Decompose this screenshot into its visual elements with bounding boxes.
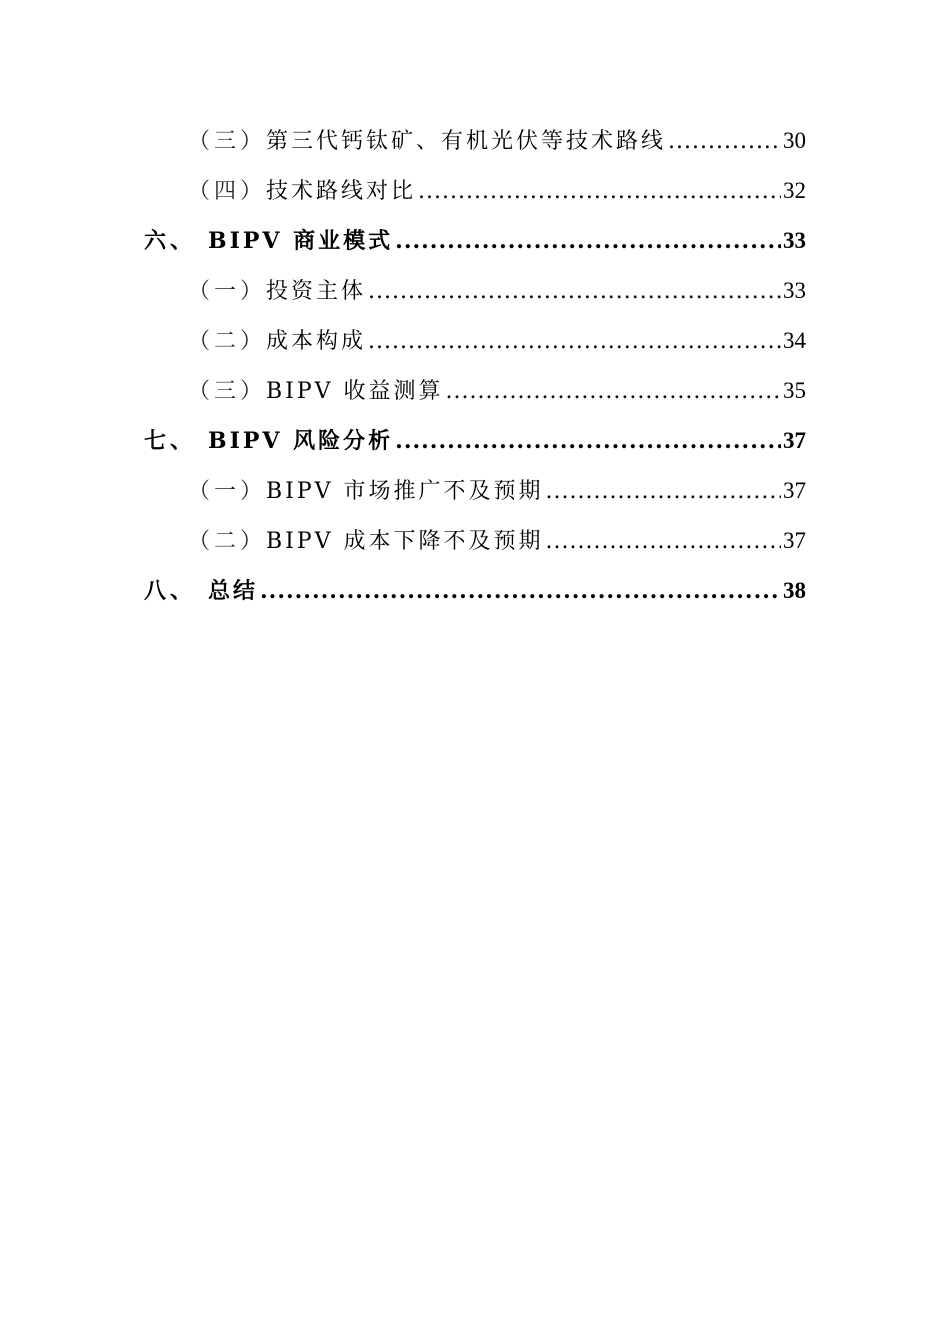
toc-entry-title: BIPV 成本下降不及预期 (266, 529, 544, 554)
toc-entry-number: （一） (188, 279, 267, 304)
toc-entry-7-1[interactable] (0, 472, 950, 522)
toc-entry-number: （一） (188, 479, 267, 504)
toc-entry-6[interactable] (0, 222, 950, 272)
dot-leader (546, 523, 781, 561)
dot-leader (446, 373, 781, 411)
toc-entry-3-3[interactable] (0, 122, 950, 172)
toc-entry-title: BIPV 收益测算 (266, 379, 444, 404)
toc-entry-page: 35 (783, 378, 806, 403)
toc-entry-title: BIPV 商业模式 (208, 228, 394, 254)
dot-leader (368, 323, 781, 361)
toc-entry-number: （四） (188, 179, 267, 204)
toc-entry-page: 34 (783, 328, 806, 353)
toc-entry-title: 投资主体 (266, 279, 367, 304)
toc-entry-page: 33 (783, 228, 806, 253)
toc-entry-page: 37 (783, 428, 806, 453)
toc-entry-6-1[interactable] (0, 272, 950, 322)
toc-entry-page: 37 (783, 528, 806, 553)
toc-entry-number: 七、 (144, 428, 197, 454)
toc-entry-title: 第三代钙钛矿、有机光伏等技术路线 (266, 129, 667, 154)
toc-entry-page: 32 (783, 178, 806, 203)
toc-entry-number: 八、 (144, 578, 197, 604)
toc-entry-6-3[interactable] (0, 372, 950, 422)
toc-entry-number: （三） (188, 129, 267, 154)
toc-entry-number: 六、 (144, 228, 197, 254)
dot-leader (418, 173, 781, 211)
toc-entry-6-2[interactable] (0, 322, 950, 372)
dot-leader (260, 572, 781, 610)
dot-leader (368, 273, 781, 311)
toc-entry-number: （二） (188, 529, 267, 554)
toc-entry-page: 30 (783, 128, 806, 153)
toc-entry-number: （三） (188, 379, 267, 404)
dot-leader (395, 422, 781, 460)
toc-entry-3-4[interactable] (0, 172, 950, 222)
table-of-contents (0, 122, 950, 622)
dot-leader (395, 222, 781, 260)
toc-entry-7[interactable] (0, 422, 950, 472)
toc-entry-title: 成本构成 (266, 329, 367, 354)
toc-entry-number: （二） (188, 329, 267, 354)
toc-entry-8[interactable] (0, 572, 950, 622)
toc-entry-title: BIPV 风险分析 (208, 428, 394, 454)
dot-leader (546, 473, 781, 511)
toc-entry-page: 37 (783, 478, 806, 503)
toc-entry-title: 技术路线对比 (266, 179, 417, 204)
toc-entry-title: BIPV 市场推广不及预期 (266, 479, 544, 504)
toc-entry-title: 总结 (208, 578, 259, 604)
dot-leader (668, 123, 781, 161)
toc-entry-page: 33 (783, 278, 806, 303)
toc-entry-page: 38 (783, 578, 806, 603)
toc-entry-7-2[interactable] (0, 522, 950, 572)
